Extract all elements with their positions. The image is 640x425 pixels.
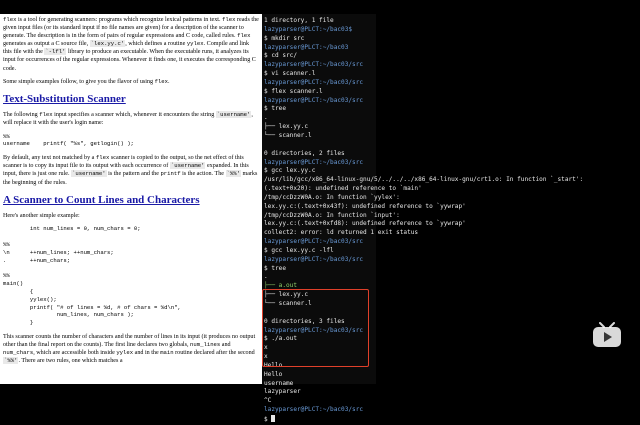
terminal-line: lazyparser@PLCT:~/bac03/src	[264, 238, 364, 246]
code-block-username: %% username printf( "%s", getlogin() );	[3, 132, 134, 148]
terminal-line: $ cd src/	[264, 52, 298, 60]
terminal-line	[264, 141, 384, 150]
terminal-line: .	[264, 273, 268, 281]
terminal-line: /tmp/ccDzzW0A.o: In function `yylex':	[264, 193, 400, 201]
code-inline: `%%'	[4, 357, 18, 365]
terminal-line: ├── lex.yy.c	[264, 123, 309, 131]
code-inline: `lex.yy.c'	[90, 40, 125, 48]
text: is the action. The	[180, 171, 226, 178]
text: reads the given input files (or its standard input if no file names are given) for a description of the scanner to generate. The description is in the form of pairs of regular expressions and C code, called rules.	[3, 17, 259, 40]
terminal-line: lazyparser@PLCT:~/bac03/src	[264, 406, 364, 414]
code-inline: yylex	[186, 40, 204, 48]
text: By default, any text not matched by a	[3, 155, 96, 162]
text: expanded. In this input, there is just one rule.	[3, 163, 249, 178]
code-inline: num_chars	[3, 349, 34, 357]
terminal-line: $ gcc lex.yy.c -lfl	[264, 246, 334, 254]
terminal-line: ^C	[264, 397, 272, 405]
terminal-line: $ gcc lex.yy.c	[264, 167, 316, 175]
code-inline: flex	[39, 111, 53, 119]
text: . There are two rules, one which matches a	[18, 358, 123, 365]
terminal-line: lazyparser@PLCT:~/bac03/src	[264, 158, 364, 166]
text: marks the beginning of the rules.	[3, 171, 258, 186]
terminal-line: /usr/lib/gcc/x86_64-linux-gnu/5/../../../x86_64-linux-gnu/crt1.o: In function `_start':	[264, 176, 584, 184]
code-inline: `-lfl'	[45, 48, 66, 56]
terminal-line: 1 directory, 1 file	[264, 17, 334, 24]
terminal-line: lazyparser@PLCT:~/bac03	[264, 43, 349, 51]
terminal-line: $ mkdir src	[264, 34, 305, 42]
section-heading-text-substitution[interactable]: Text-Substitution Scanner	[3, 92, 126, 105]
terminal-line: 0 directories, 2 files	[264, 149, 345, 157]
text: . Compile and link this file with the	[3, 41, 249, 56]
text: input specifies a scanner which, whenever it encounters the string	[52, 112, 216, 119]
terminal-line: $ tree	[264, 105, 287, 113]
terminal-line: lazyparser@PLCT:~/bac03/src	[264, 96, 364, 104]
terminal-line: ├── a.out	[264, 282, 298, 290]
bilibili-tv-logo-icon	[592, 322, 622, 348]
terminal-line: $ flex scanner.l	[264, 87, 323, 95]
terminal-line: 0 directories, 3 files	[264, 317, 345, 325]
code-inline: `%%'	[226, 170, 240, 178]
terminal-line: (.text+0x20): undefined reference to `main'	[264, 185, 422, 193]
text: routine declared after the second	[173, 350, 255, 357]
code-inline: `username'	[170, 162, 205, 170]
terminal-line: lazyparser@PLCT:~/bac03/src	[264, 78, 364, 86]
terminal-line: $	[264, 415, 384, 424]
section-heading-count-lines[interactable]: A Scanner to Count Lines and Characters	[3, 193, 200, 206]
text: The following	[3, 112, 40, 119]
code-inline: flex	[237, 32, 251, 40]
terminal-line: x	[264, 353, 268, 361]
code-inline: flex	[3, 16, 17, 23]
code-inline: printf	[160, 170, 181, 178]
terminal-line: lazyparser@PLCT:~/bac03/src	[264, 326, 364, 334]
text: .	[168, 78, 170, 85]
terminal-line: ├── lex.yy.c	[264, 291, 309, 299]
terminal-line: $ ./a.out	[264, 335, 298, 343]
terminal-line: x	[264, 344, 268, 352]
code-inline: flex	[222, 16, 236, 23]
terminal-line: /tmp/ccDzzW0A.o: In function `input':	[264, 211, 400, 219]
terminal-line: lex.yy.c:(.text+0x43f): undefined reference to `yywrap'	[264, 202, 466, 210]
section1-paragraph	[3, 111, 259, 127]
text: , which defines a routine	[125, 41, 187, 48]
code-inline: flex	[154, 77, 169, 85]
terminal-line: $ vi scanner.l	[264, 70, 316, 78]
text: library to produce an executable. When the executable runs, it analyzes its input for occurrences of the regular expressions. Whenever it finds one, it executes the corresponding C code.	[3, 49, 256, 72]
terminal-line: └── scanner.l	[264, 300, 312, 307]
text: is the pattern and the	[106, 171, 161, 178]
terminal-line: lex.yy.c:(.text+0xfd8): undefined reference to `yywrap'	[264, 220, 466, 228]
documentation-pane	[0, 14, 262, 384]
terminal-line: $ tree	[264, 264, 287, 272]
terminal-line: lazyparser@PLCT:~/bac03$	[264, 25, 353, 33]
text: , which are accessible both inside	[33, 350, 117, 357]
terminal-line: └── scanner.l	[264, 131, 312, 139]
text: , will replace it with the user's login name:	[3, 112, 253, 127]
code-inline: flex	[95, 154, 110, 162]
terminal-line: username	[264, 379, 294, 387]
text: is a tool for generating scanners: programs which recognize lexical patterns in text.	[16, 17, 223, 23]
text: and	[220, 342, 231, 349]
terminal-line: Hello	[264, 361, 283, 369]
code-inline: yylex	[116, 349, 134, 357]
highlight-box	[262, 289, 369, 367]
text: generates as output a C source file,	[3, 41, 90, 48]
code-inline: `username'	[216, 111, 251, 119]
text: Some simple examples follow, to give you the flavor of using	[3, 78, 155, 85]
terminal-line: .	[264, 114, 268, 122]
code-block-count: int num_lines = 0, num_chars = 0; %% \n ++num_lines; ++num_chars; . ++num_chars; %% main() { yylex(); printf( "# of lines = %d, # of chars = %d\n", num_lines, num_chars ); }	[3, 225, 181, 327]
terminal-line: lazyparser@PLCT:~/bac03/src	[264, 255, 364, 263]
text: and in the	[133, 350, 161, 357]
section2-paragraph: Here's another simple example:	[3, 213, 80, 220]
section2-paragraph-2	[3, 333, 259, 365]
terminal-line: lazyparser	[264, 388, 301, 396]
section1-paragraph-2	[3, 154, 259, 186]
terminal-line: lazyparser@PLCT:~/bac03/src	[264, 61, 364, 69]
intro-paragraph-2	[3, 78, 259, 86]
intro-paragraph	[3, 16, 259, 73]
terminal-line: Hello	[264, 370, 283, 378]
code-inline: `username'	[72, 170, 106, 178]
code-inline: num_lines	[190, 341, 221, 349]
code-inline: main	[160, 349, 174, 357]
text: scanner is copied to the output, so the net effect of this scanner is to copy its input file to its output with each occurrence of	[3, 155, 244, 170]
terminal-line: collect2: error: ld returned 1 exit status	[264, 229, 419, 237]
terminal-cursor	[271, 415, 275, 422]
text: This scanner counts the number of characters and the number of lines in its input (it produces no output other than the final report on the counts). The first line declares two globals,	[3, 334, 256, 349]
